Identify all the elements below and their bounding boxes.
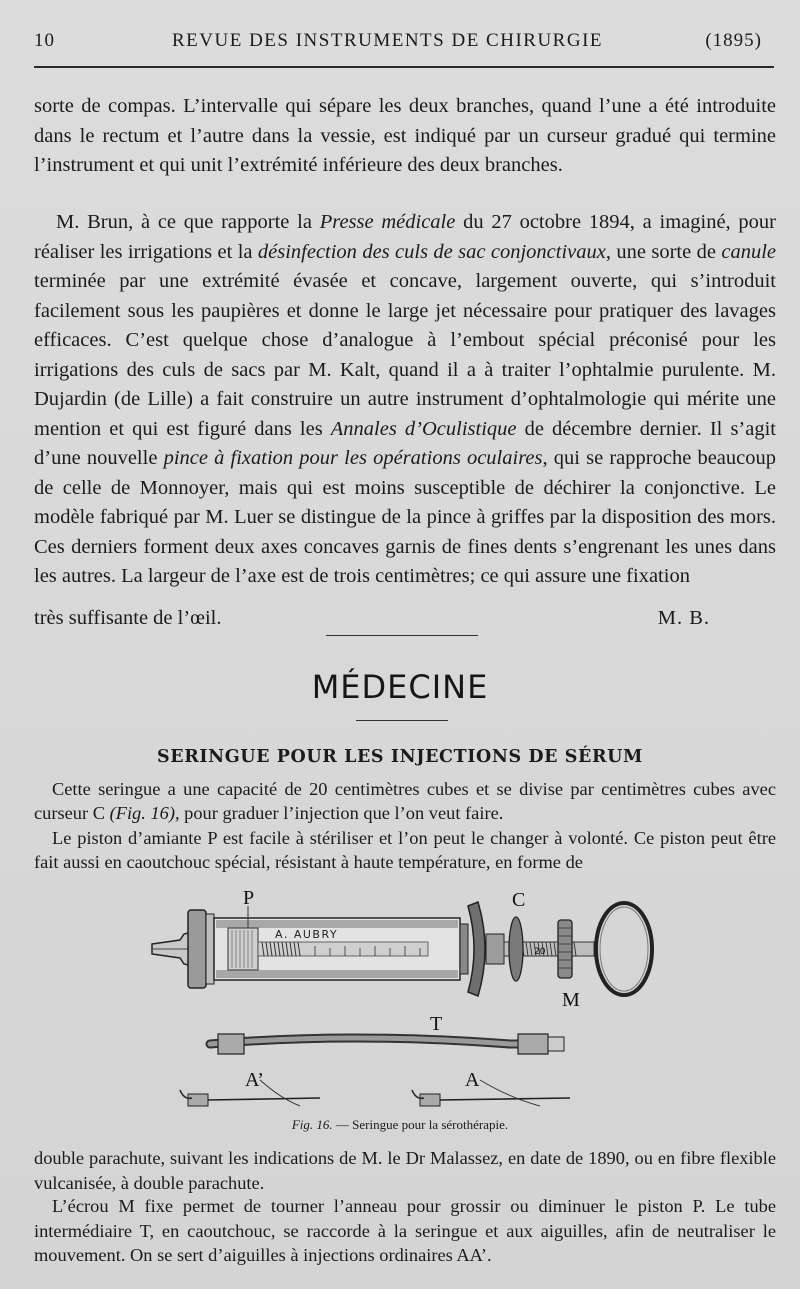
italic-run: Annales d’Oculistique [330,417,517,440]
italic-run: pince à fixation pour les opérations oculaires [163,447,543,469]
italic-run: désinfection des culs de sac conjonctivaux [257,240,606,263]
text-run: de décembre dernier. Il s’agit d’une nouvelle [34,417,777,469]
paragraph-brun [34,208,776,592]
text-run: terminée par une extrémité évasée et concave, largement ouverte, qui s’introduit facilement sous les paupières et donne le large jet nécessaire pour pratiquer des lavages efficaces. C’est quelque chose d’analogue à l’embout spécial préconisé pour les irrigations des culs de sacs par M. Kalt, quand il a à traiter l’ophtalmie purulente. M. Dujardin (de Lille) a fait construire un autre instrument d’ophtalmologie qui mérite une mention et qui est figuré dans les [34,270,776,440]
separator-rule [326,635,478,636]
label-a: A [465,1069,480,1091]
label-t: T [430,1013,443,1035]
italic-run: (Fig. 16) [109,803,175,823]
paragraph-piston: Le piston d’amiante P est facile à stériliser et l’on peut le changer à volonté. Ce piston peut être fait aussi en caoutchouc spécial, résistant à haute température, en forme de [34,828,776,872]
text-run: du 27 octobre 1894, a imaginé, pour réaliser les irrigations et la [34,211,777,263]
italic-run: canule [721,240,776,263]
scale-number: 20 [534,947,546,957]
header-rule [34,66,774,68]
syringe-illustration [150,884,660,1114]
label-c: C [512,889,526,911]
running-header [34,30,774,58]
publication-year: (1895) [705,30,762,51]
paragraph-ecrou: L’écrou M fixe permet de tourner l’anneau pour grossir ou diminuer le piston P. Le tube intermédiaire T, en caoutchouc, se raccorde à la seringue et aux aiguilles, afin de neutraliser le mouvement. On se sert d’aiguilles à injections ordinaires AA’. [34,1196,776,1265]
text-run: , qui se rapproche beaucoup de celle de Monnoyer, mais qui est moins susceptible de déchirer la conjonctive. Le modèle fabriqué par M. Luer se distingue de la pince à griffes par la disposition des mors. Ces derniers forment deux axes concaves garnis de fines dents s’engrenant les unes dans les autres. La largeur de l’axe est de trois centimètres; ce qui assure une fixation [34,447,776,587]
closing-text: très suffisante de l’œil. [34,607,222,629]
author-signature: M. B. [657,607,710,629]
paragraph-parachute: double parachute, suivant les indications de M. le Dr Malassez, en date de 1890, ou en fibre flexible vulcanisée, à double parachute. [34,1148,776,1193]
text-run: M. Brun, à ce que rapporte la [56,211,320,233]
paragraph-compas: sorte de compas. L’intervalle qui sépare les deux branches, quand l’une a été introduite dans le rectum et l’autre dans la vessie, est indiqué par un curseur gradué qui termine l’instrument et qui unit l’extrémité inférieure des deux branches. [34,95,776,176]
text-run: , pour graduer l’injection que l’on veut faire. [174,803,504,823]
paragraph-capacity [34,777,776,825]
label-p: P [243,887,255,909]
journal-title: REVUE DES INSTRUMENTS DE CHIRURGIE [172,30,603,51]
italic-run: Presse médicale [319,211,456,233]
text-run: Cette seringue a une capacité de 20 centimètres cubes et se divise par centimètres cubes avec curseur C [34,779,776,823]
text-run: , une sorte de [605,240,722,263]
figure-caption [0,1117,800,1133]
section-heading: MÉDECINE [311,668,489,706]
heading-rule [356,720,448,721]
caption-figure-number: Fig. 16. [291,1117,333,1132]
maker-mark: A. AUBRY [275,928,339,941]
syringe-figure [150,884,660,1114]
caption-text: — Seringue pour la sérothérapie. [332,1117,509,1132]
label-m: M [562,989,580,1011]
article-subheading: SERINGUE POUR LES INJECTIONS DE SÉRUM [157,747,643,767]
label-a-prime: A’ [245,1069,264,1091]
page-number: 10 [34,30,55,51]
